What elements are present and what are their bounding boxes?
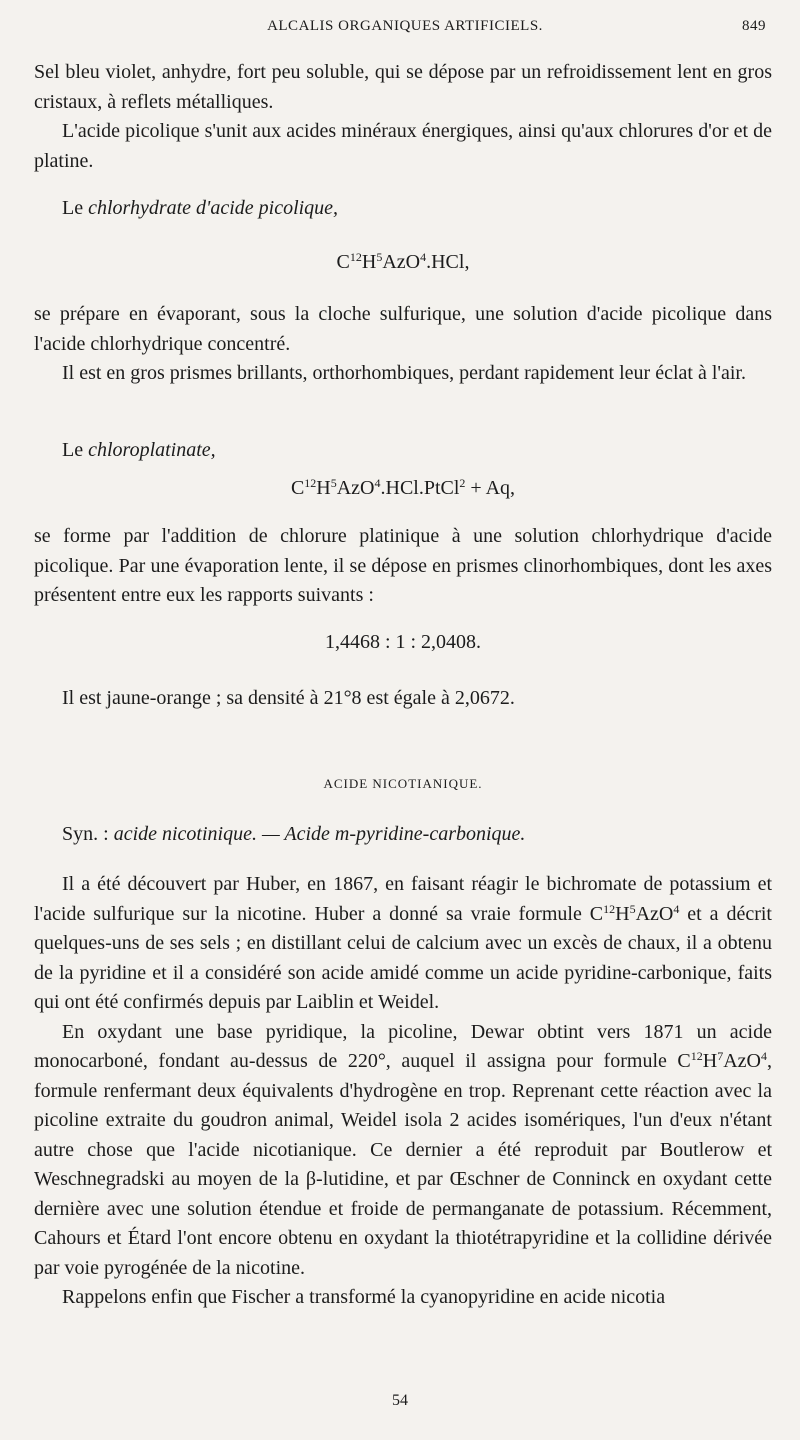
section-heading: ACIDE NICOTIANIQUE. bbox=[323, 776, 483, 791]
text-block-5 bbox=[34, 522, 772, 611]
paragraph-prepare: se prépare en évaporant, sous la cloche sulfurique, une solution d'acide picolique dans l'acide chlorhydrique concentré. bbox=[34, 303, 772, 355]
running-header bbox=[36, 18, 774, 44]
paragraph-chlorhydrate-intro: Le chlorhydrate d'acide picolique, bbox=[62, 197, 339, 219]
text-block-4 bbox=[34, 436, 772, 466]
paragraph-acide-picolique: L'acide picolique s'unit aux acides minéraux énergiques, ainsi qu'aux chlorures d'or et de platine. bbox=[34, 120, 772, 172]
paragraph-forme: se forme par l'addition de chlorure platinique à une solution chlorhydrique d'acide picolique. Par une évaporation lente, il se dépose en prismes clinorhombiques, dont les axes présentent entre eux les rapports suivants : bbox=[34, 525, 772, 606]
paragraph-fischer: Rappelons enfin que Fischer a transformé la cyanopyridine en acide nicotia bbox=[62, 1286, 666, 1308]
running-title: ALCALIS ORGANIQUES ARTIFICIELS. bbox=[267, 18, 543, 34]
formula-chlorhydrate: $C^{12}H^5AzO^4.HCl$, bbox=[336, 250, 470, 273]
formula-chloroplatinate: $C^{12}H^5AzO^4.HCl.PtCl^2 + Aq$, bbox=[290, 476, 516, 499]
page-number: 849 bbox=[742, 18, 766, 34]
text-block-6 bbox=[34, 684, 772, 714]
paragraph-dewar: En oxydant une base pyridique, la picoline, Dewar obtint vers 1871 un acide monocarboné, fondant au-dessus de 220°, auquel il assigna pour formule $C^{12}H^7AzO^4$, formule renfermant deux équivalents d'hydrogène en trop. Reprenant cette réaction avec la picoline extraite du goudron animal, Weidel isola 2 acides isomériques, l'un d'eux n'étant autre chose que l'acide nicotianique. Ce dernier a été reproduit par Boutlerow et Weschnegradski au moyen de la β-lutidine, et par Œschner de Conninck en oxydant cette dernière avec une solution étendue et froide de permanganate de potassium. Récemment, Cahours et Étard l'ont encore obtenu en oxydant la thiotétrapyridine et la collidine dérivée par voie pyrogénée de la nicotine. bbox=[34, 1020, 772, 1279]
paragraph-densite: Il est jaune-orange ; sa densité à 21°8 est égale à 2,0672. bbox=[62, 687, 515, 709]
signature-mark: 54 bbox=[392, 1392, 408, 1409]
paragraph-synonymes: Syn. : acide nicotinique. — Acide m-pyridine-carbonique. bbox=[62, 823, 526, 845]
axis-ratio: 1,4468 : 1 : 2,0408. bbox=[324, 631, 482, 653]
paragraph-prismes: Il est en gros prismes brillants, orthorhombiques, perdant rapidement leur éclat à l'air. bbox=[62, 362, 746, 384]
text-block-7 bbox=[34, 820, 772, 850]
paragraph-huber: Il a été découvert par Huber, en 1867, en faisant réagir le bichromate de potassium et l'acide sulfurique sur la nicotine. Huber a donné sa vraie formule $C^{12}H^5AzO^4$ et a décrit quelques-uns de ses sels ; en distillant celui de calcium avec un excès de chaux, il a obtenu de la pyridine et il a considéré son acide amidé comme un acide pyridine-carbonique, faits qui ont été confirmés depuis par Laiblin et Weidel. bbox=[34, 873, 772, 1013]
paragraph-sel-bleu: Sel bleu violet, anhydre, fort peu soluble, qui se dépose par un refroidissement lent en gros cristaux, à reflets métalliques. bbox=[34, 61, 772, 113]
text-block-1 bbox=[34, 58, 772, 176]
text-block-2 bbox=[34, 194, 772, 224]
text-block-8 bbox=[34, 870, 772, 1313]
paragraph-chloroplatinate-intro: Le chloroplatinate, bbox=[62, 439, 216, 461]
text-block-3 bbox=[34, 300, 772, 389]
